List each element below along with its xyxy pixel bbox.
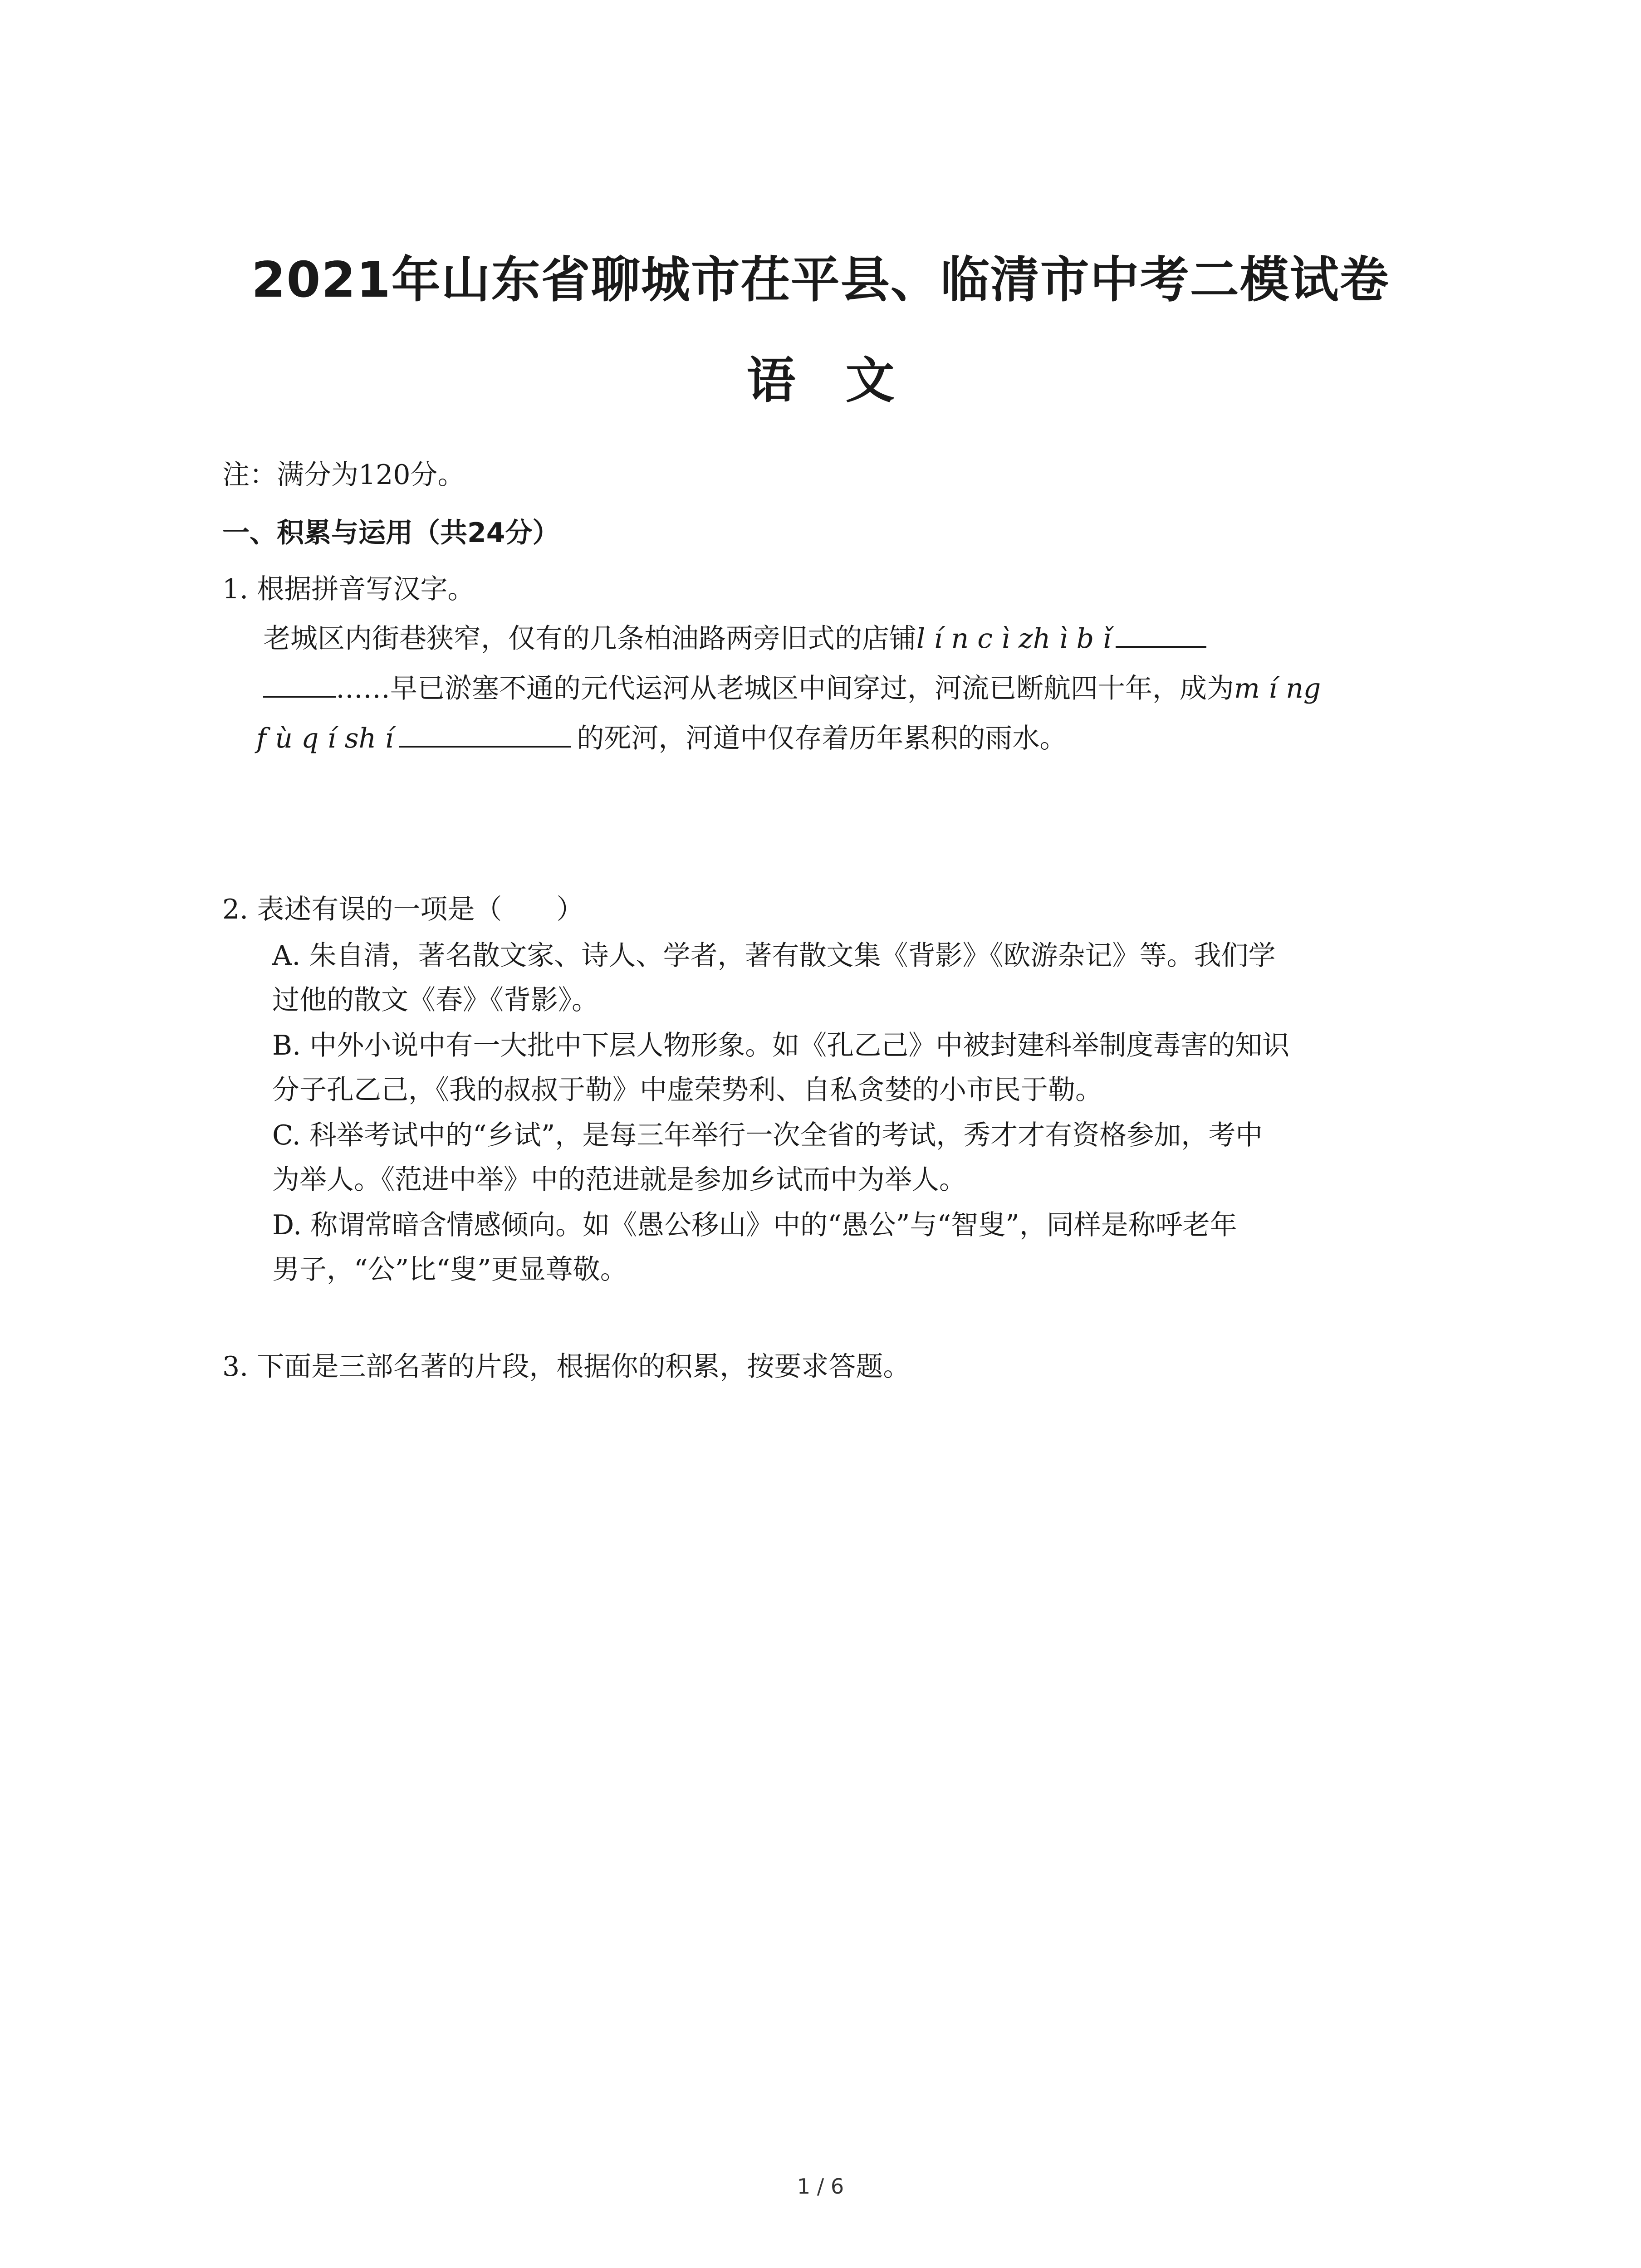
pinyin-ming: m í ng xyxy=(1234,673,1321,704)
option-a-line-1: A. 朱自清，著名散文家、诗人、学者，著有散文集《背影》《欧游杂记》等。我们学 xyxy=(272,940,1276,972)
option-c-line-1: C. 科举考试中的“乡试”，是每三年举行一次全省的考试，秀才才有资格参加，考中 xyxy=(272,1119,1263,1151)
option-c-line-2: 为举人。《范进中举》中的范进就是参加乡试而中为举人。 xyxy=(272,1164,966,1196)
question-1-text-3: 的死河，河道中仅存着历年累积的雨水。 xyxy=(577,723,1067,754)
question-1-text-2: ……早已淤塞不通的元代运河从老城区中间穿过，河流已断航四十年，成为 xyxy=(336,673,1234,704)
option-d-line-2: 男子，“公”比“叟”更显尊敬。 xyxy=(272,1254,627,1286)
pinyin-fu-qi-shi: f ù q í sh í xyxy=(256,723,394,754)
score-note: 注：满分为120分。 xyxy=(222,459,465,491)
answer-blank-1[interactable] xyxy=(1116,617,1206,648)
answer-blank-2[interactable] xyxy=(399,717,571,748)
question-1-line-2 xyxy=(263,667,1321,709)
page-number: 1 / 6 xyxy=(797,2174,844,2199)
pinyin-linci-zhibi: l í n c ì zh ì b ǐ xyxy=(916,623,1112,655)
question-3-stem: 3. 下面是三部名著的片段，根据你的积累，按要求答题。 xyxy=(222,1351,911,1383)
answer-blank-1-continued[interactable] xyxy=(263,667,336,698)
subject-title: 语文 xyxy=(746,352,945,409)
exam-title: 2021年山东省聊城市茌平县、临清市中考二模试卷 xyxy=(251,252,1390,308)
question-1-line-3 xyxy=(256,717,1067,759)
question-1-text-1: 老城区内街巷狭窄，仅有的几条柏油路两旁旧式的店铺 xyxy=(263,623,916,655)
option-d-line-1: D. 称谓常暗含情感倾向。如《愚公移山》中的“愚公”与“智叟”，同样是称呼老年 xyxy=(272,1209,1237,1241)
question-1-stem: 1. 根据拼音写汉字。 xyxy=(222,573,475,605)
option-b-line-1: B. 中外小说中有一大批中下层人物形象。如《孔乙己》中被封建科举制度毒害的知识 xyxy=(272,1030,1290,1061)
section-heading: 一、积累与运用（共24分） xyxy=(222,517,560,549)
option-b-line-2: 分子孔乙己，《我的叔叔于勒》中虚荣势利、自私贪婪的小市民于勒。 xyxy=(272,1074,1102,1106)
question-2-stem: 2. 表述有误的一项是（ ） xyxy=(222,894,584,925)
question-1-line-1 xyxy=(263,617,1206,659)
option-a-line-2: 过他的散文《春》《背影》。 xyxy=(272,984,599,1016)
